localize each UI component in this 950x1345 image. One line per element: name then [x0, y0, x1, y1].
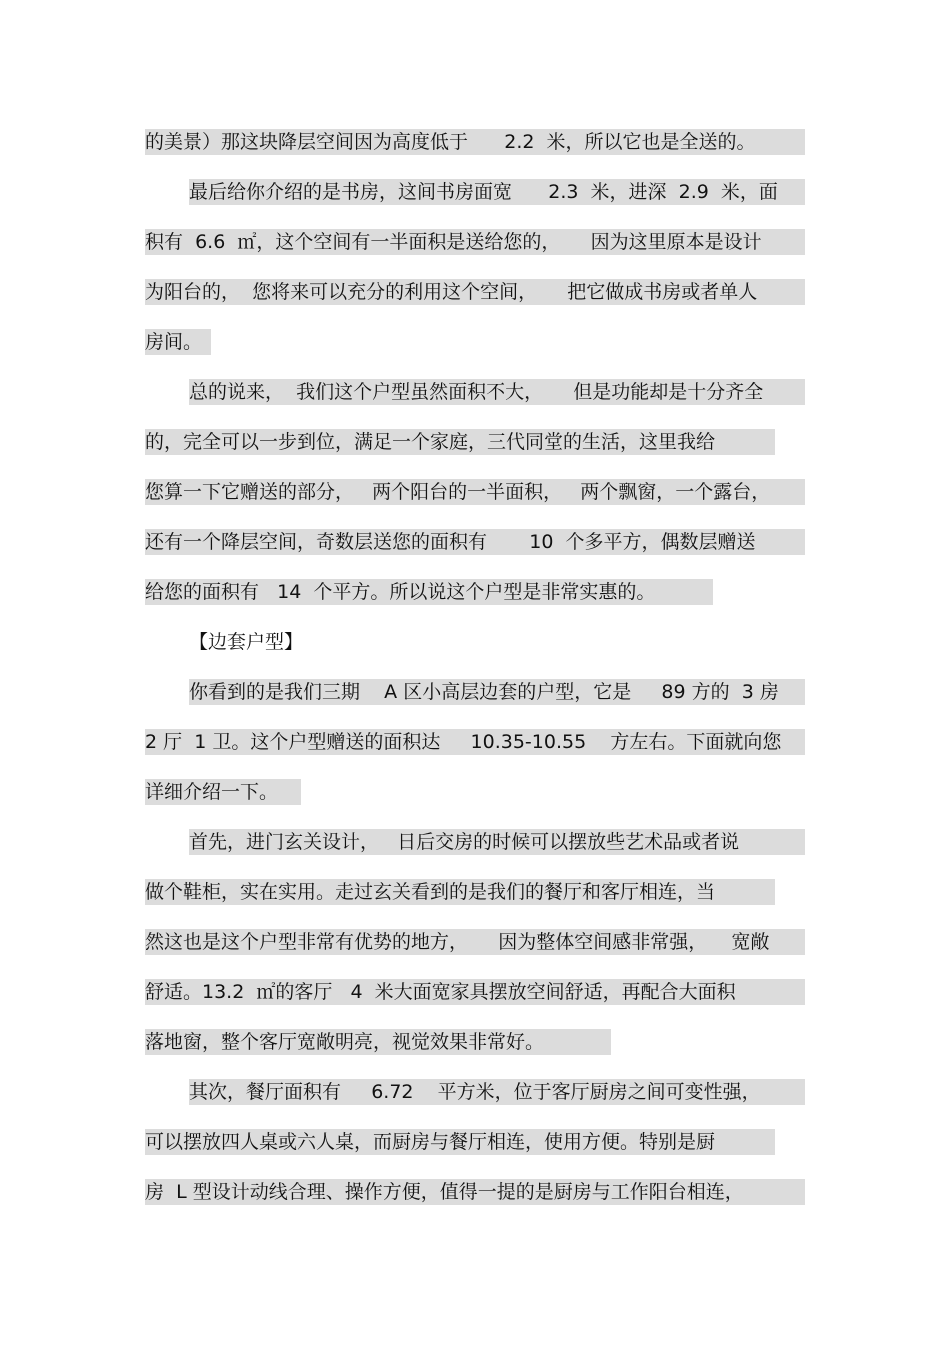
line-text: 为阳台的， 您将来可以充分的利用这个空间， 把它做成书房或者单人 — [145, 279, 805, 305]
text-line — [145, 1166, 805, 1216]
line-text: 舒适。13.2 ㎡的客厅 4 米大面宽家具摆放空间舒适，再配合大面积 — [145, 979, 805, 1005]
line-text: 房 L 型设计动线合理、操作方便，值得一提的是厨房与工作阳台相连， — [145, 1179, 805, 1205]
text-line — [145, 866, 805, 916]
text-line — [145, 316, 805, 366]
line-text: 详细介绍一下。 — [145, 779, 301, 805]
line-text: 您算一下它赠送的部分， 两个阳台的一半面积， 两个飘窗，一个露台， — [145, 479, 805, 505]
line-text: 的美景）那这块降层空间因为高度低于 2.2 米，所以它也是全送的。 — [145, 129, 805, 155]
line-text: 2 厅 1 卫。这个户型赠送的面积达 10.35-10.55 方左右。下面就向您 — [145, 729, 805, 755]
line-text: 首先，进门玄关设计， 日后交房的时候可以摆放些艺术品或者说 — [189, 829, 805, 855]
line-text: 房间。 — [145, 329, 211, 355]
line-text: 可以摆放四人桌或六人桌，而厨房与餐厅相连，使用方便。特别是厨 — [145, 1129, 775, 1155]
line-text: 做个鞋柜，实在实用。走过玄关看到的是我们的餐厅和客厅相连，当 — [145, 879, 775, 905]
line-text: 积有 6.6 ㎡，这个空间有一半面积是送给您的， 因为这里原本是设计 — [145, 229, 805, 255]
line-text: 然这也是这个户型非常有优势的地方， 因为整体空间感非常强， 宽敞 — [145, 929, 805, 955]
line-text: 的，完全可以一步到位，满足一个家庭，三代同堂的生活，这里我给 — [145, 429, 775, 455]
text-line — [145, 516, 805, 566]
text-line — [145, 216, 805, 266]
text-line — [145, 1016, 805, 1066]
line-text: 落地窗，整个客厅宽敞明亮，视觉效果非常好。 — [145, 1029, 611, 1055]
text-line — [145, 916, 805, 966]
text-line — [145, 1066, 805, 1116]
text-line — [145, 466, 805, 516]
text-line — [145, 816, 805, 866]
text-line — [145, 266, 805, 316]
text-line — [145, 966, 805, 1016]
text-line — [145, 716, 805, 766]
line-text: 总的说来， 我们这个户型虽然面积不大， 但是功能却是十分齐全 — [189, 379, 805, 405]
text-line — [145, 416, 805, 466]
line-text: 其次，餐厅面积有 6.72 平方米，位于客厅厨房之间可变性强， — [189, 1079, 805, 1105]
text-line — [145, 166, 805, 216]
text-line — [145, 566, 805, 616]
text-line — [145, 366, 805, 416]
text-line — [145, 116, 805, 166]
line-text: 还有一个降层空间，奇数层送您的面积有 10 个多平方，偶数层赠送 — [145, 529, 805, 555]
section-heading: 【边套户型】 — [189, 631, 304, 653]
text-line — [145, 766, 805, 816]
document-body — [145, 116, 805, 1216]
line-text: 最后给你介绍的是书房，这间书房面宽 2.3 米，进深 2.9 米，面 — [189, 179, 805, 205]
section-heading-line — [145, 616, 805, 666]
line-text: 给您的面积有 14 个平方。所以说这个户型是非常实惠的。 — [145, 579, 713, 605]
line-text: 你看到的是我们三期 A 区小高层边套的户型，它是 89 方的 3 房 — [189, 679, 805, 705]
text-line — [145, 1116, 805, 1166]
text-line — [145, 666, 805, 716]
